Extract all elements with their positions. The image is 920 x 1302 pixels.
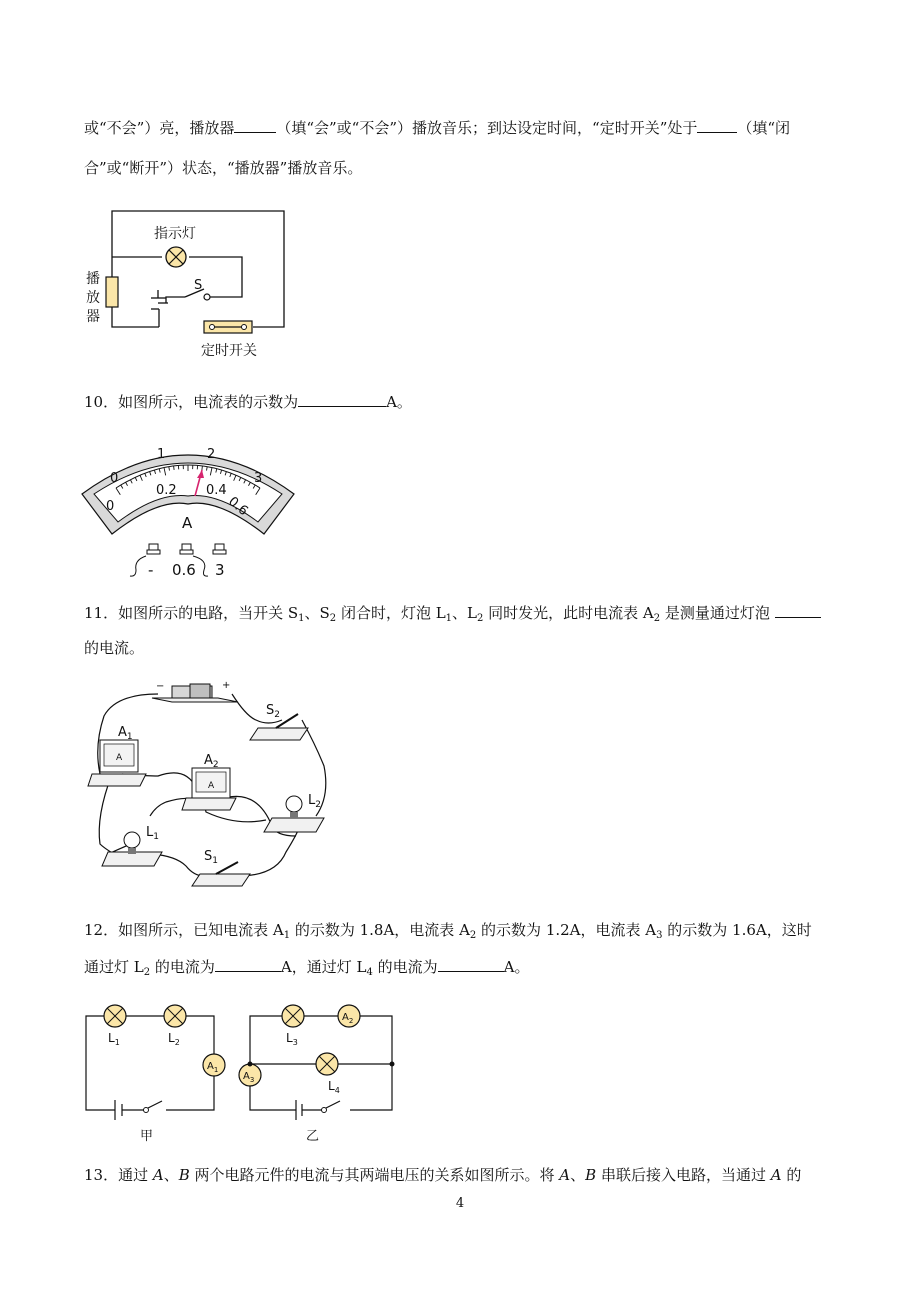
page-number: 4 [455, 1196, 465, 1211]
S1-label: $S_1$ [204, 849, 218, 866]
A1-label: $A_1$ [207, 1061, 219, 1074]
L4-label: $L_4$ [328, 1079, 340, 1095]
A2-label: $A_2$ [204, 753, 219, 770]
caption-jia: 甲 [140, 1129, 154, 1144]
q9-circuit-figure [80, 205, 300, 360]
answer-blank[interactable] [298, 392, 386, 407]
A1-label: $A_1$ [118, 725, 133, 742]
answer-blank[interactable] [215, 957, 281, 972]
L2-label: $L_2$ [308, 793, 321, 810]
upper-scale-0: 0 [110, 471, 119, 486]
upper-scale-3: 3 [254, 471, 263, 486]
L3-label: $L_3$ [286, 1031, 298, 1047]
player-label-3: 器 [86, 309, 100, 325]
answer-blank[interactable] [438, 957, 504, 972]
L2-label: $L_2$ [168, 1031, 180, 1047]
ammeter-figure [78, 436, 298, 581]
q13-line-1: 13．通过 A、B 两个电路元件的电流与其两端电压的关系如图所示。将 A、B 串联后接入电路，当通过 A 的 [84, 1166, 802, 1184]
answer-blank[interactable] [775, 603, 821, 618]
terminal-3: 3 [215, 561, 225, 579]
battery-minus: − [156, 681, 165, 692]
q9-line-1: 或“不会”）亮，播放器 （填“会”或“不会”）播放音乐；到达设定时间，“定时开关”处于 （填“闭 [84, 119, 791, 137]
lower-scale-0: 0 [106, 499, 115, 514]
battery-plus: + [222, 680, 231, 691]
lamp-label: 指示灯 [154, 226, 196, 242]
L1-label: $L_1$ [146, 825, 159, 842]
switch-label: S [194, 278, 203, 293]
player-label-1: 播 [86, 271, 100, 287]
scale-tick [174, 466, 175, 470]
terminal-minus: - [148, 561, 154, 579]
svg-text:A: A [116, 753, 123, 763]
caption-yi: 乙 [306, 1129, 320, 1144]
lower-scale-3: 0.6 [225, 494, 251, 519]
terminal-0.6: 0.6 [172, 561, 196, 579]
L1-label: $L_1$ [108, 1031, 120, 1047]
q9-line-2: 合”或“断开”）状态，“播放器”播放音乐。 [84, 159, 363, 177]
lower-scale-2: 0.4 [206, 483, 227, 498]
q12-line-1: 12．如图所示，已知电流表 $A_1$ 的示数为 1.8A，电流表 $A_2$ 的示数为 1.2A，电流表 $A_3$ 的示数为 1.6A，这时 [84, 921, 812, 941]
S2-label: $S_2$ [266, 703, 280, 720]
upper-scale-1: 1 [157, 447, 166, 462]
q12-line-2: 通过灯 $L_2$ 的电流为 A，通过灯 $L_4$ 的电流为 A。 [84, 958, 530, 978]
A3-label: $A_3$ [243, 1071, 255, 1084]
upper-scale-2: 2 [207, 447, 216, 462]
q10-text: 10．如图所示，电流表的示数为 A。 [84, 393, 412, 411]
svg-text:A: A [208, 781, 215, 791]
lower-scale-1: 0.2 [156, 483, 177, 498]
answer-blank[interactable] [234, 118, 276, 133]
answer-blank[interactable] [697, 118, 737, 133]
scale-tick [202, 466, 203, 470]
q11-line-2: 的电流。 [84, 639, 145, 657]
player-label-2: 放 [86, 290, 100, 306]
unit-label: A [182, 514, 193, 532]
A2-label: $A_2$ [342, 1012, 354, 1025]
timer-label: 定时开关 [201, 343, 257, 359]
q11-circuit-figure [86, 676, 336, 888]
q11-line-1: 11．如图所示的电路，当开关 $S_1$、$S_2$ 闭合时，灯泡 $L_1$、$L_2$ 同时发光，此时电流表 $A_2$ 是测量通过灯泡 [84, 603, 821, 629]
q12-circuit-figure [80, 1000, 400, 1150]
